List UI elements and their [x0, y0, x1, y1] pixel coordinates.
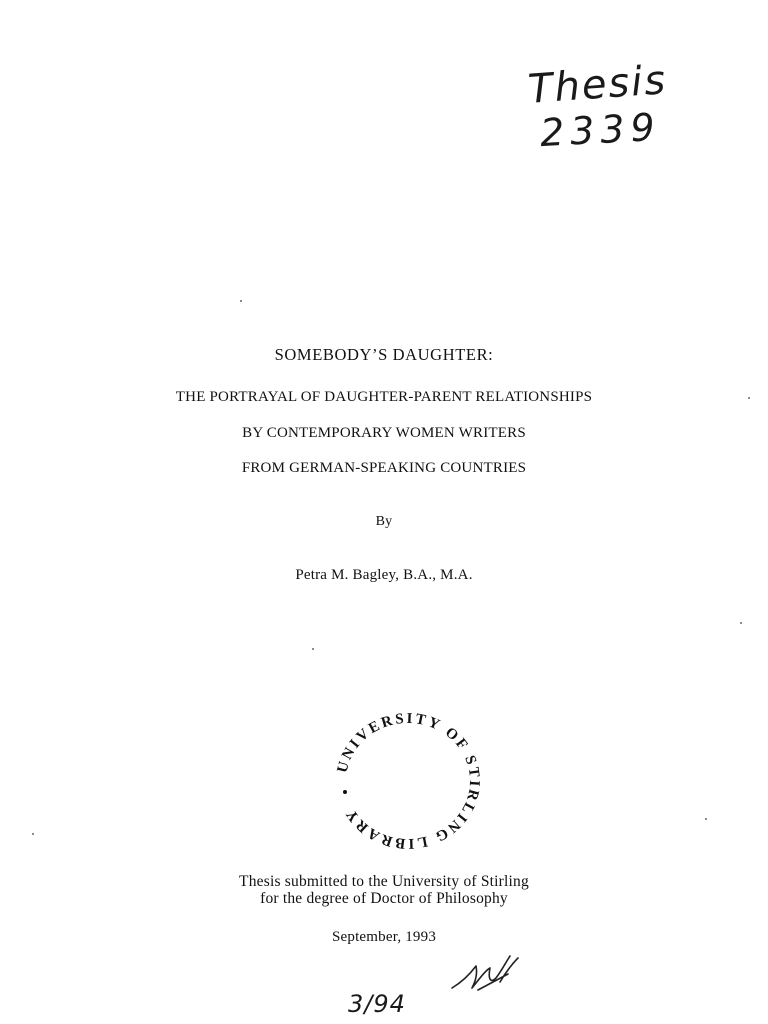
thesis-subtitle-line-2: BY CONTEMPORARY WOMEN WRITERS [242, 425, 526, 441]
scan-speck [240, 300, 242, 302]
handwritten-thesis-label: Thesis [526, 57, 669, 113]
by-label: By [375, 514, 393, 529]
handwritten-thesis-number: 2339 [538, 104, 662, 156]
submission-statement-line-2: for the degree of Doctor of Philosophy [260, 890, 508, 907]
library-stamp [318, 706, 498, 856]
author-name: Petra M. Bagley, B.A., M.A. [295, 567, 473, 583]
submission-date: September, 1993 [331, 929, 437, 945]
handwritten-accession-date: 3/94 [348, 990, 406, 1018]
scan-speck [740, 622, 742, 624]
thesis-title: SOMEBODY’S DAUGHTER: [274, 345, 494, 364]
svg-text:UNIVERSITY OF STIRLING LIBRARY [335, 711, 483, 851]
submission-statement-line-1: Thesis submitted to the University of Stirling [239, 873, 529, 890]
scan-speck [748, 397, 750, 399]
library-stamp-text: UNIVERSITY OF STIRLING LIBRARY [334, 710, 483, 852]
scan-speck [32, 833, 34, 835]
handwritten-signature [448, 948, 523, 998]
thesis-subtitle-line-3: FROM GERMAN-SPEAKING COUNTRIES [241, 460, 527, 476]
scan-speck [312, 648, 314, 650]
thesis-subtitle-line-1: THE PORTRAYAL OF DAUGHTER-PARENT RELATIONSHIPS [175, 389, 593, 405]
scan-speck [705, 818, 707, 820]
